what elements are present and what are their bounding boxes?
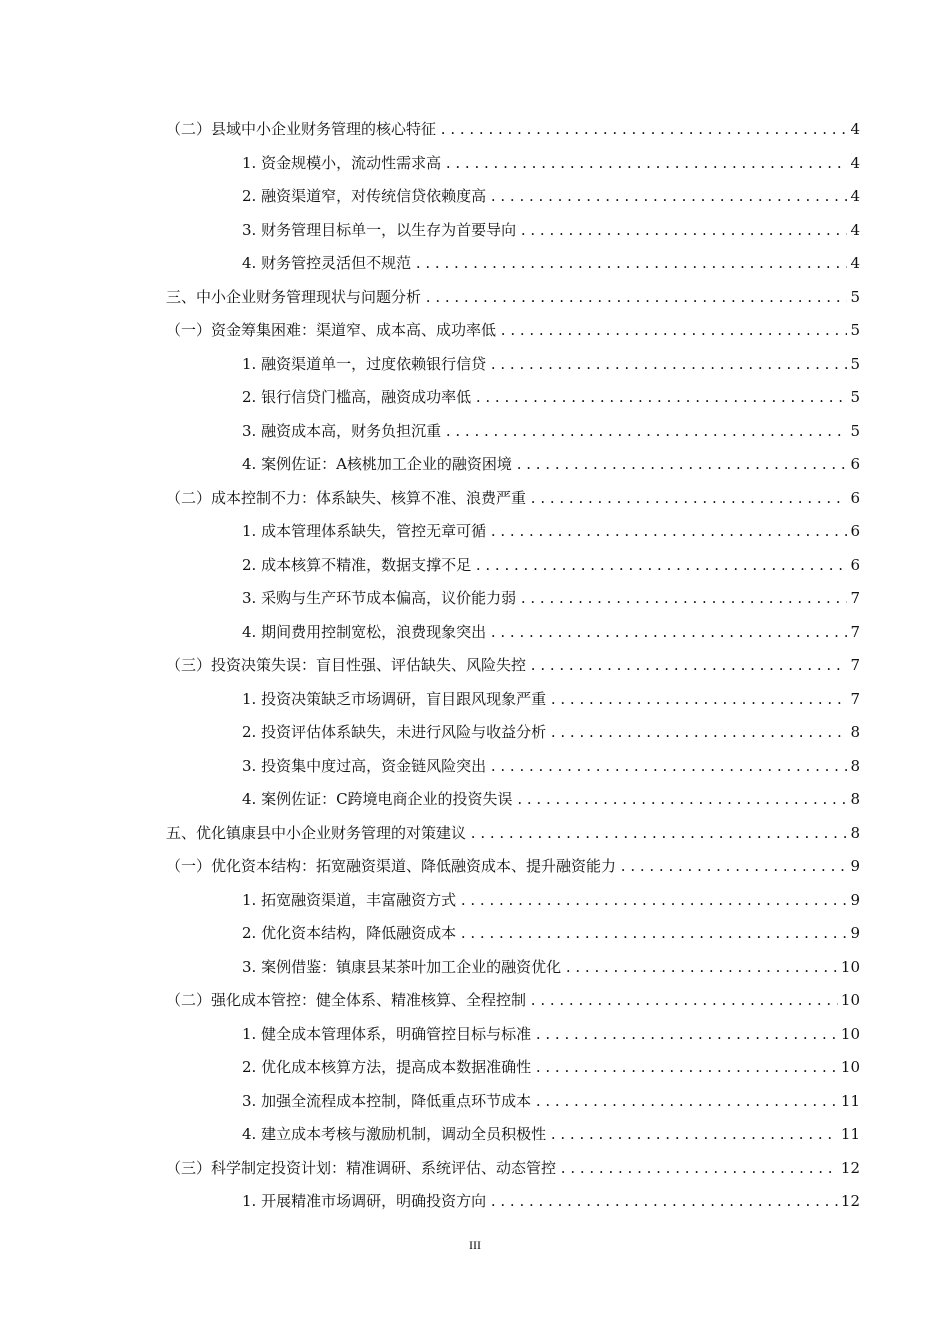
toc-entry-title: 4. 期间费用控制宽松，浪费现象突出 . . .	[242, 616, 860, 650]
toc-entry-title: （一）优化资本结构：拓宽融资渠道、降低融资成本、提升融资能力 . . .	[166, 850, 860, 884]
toc-entry-title: （一）资金筹集困难：渠道窄、成本高、成功率低 . . .	[166, 314, 860, 348]
toc-entry-title: 1. 健全成本管理体系，明确管控目标与标准 . . .	[242, 1018, 860, 1052]
toc-entry-page: 11	[838, 1118, 860, 1152]
toc-entry[interactable]	[242, 1185, 860, 1219]
toc-entry-title: 2. 优化资本结构，降低融资成本 . . .	[242, 917, 860, 951]
toc-entry-page: 7	[847, 582, 860, 616]
toc-entry-title: （三）科学制定投资计划：精准调研、系统评估、动态管控 . . .	[166, 1152, 860, 1186]
toc-entry-title: 2. 优化成本核算方法，提高成本数据准确性 . . .	[242, 1051, 860, 1085]
toc-entry-title: 2. 银行信贷门槛高，融资成功率低 . . .	[242, 381, 860, 415]
toc-entry[interactable]	[242, 214, 860, 248]
toc-entry[interactable]	[166, 482, 860, 516]
toc-entry[interactable]	[242, 381, 860, 415]
toc-entry-title: 3. 财务管理目标单一，以生存为首要导向 . . .	[242, 214, 860, 248]
toc-entry-title: 2. 成本核算不精准，数据支撑不足 . . .	[242, 549, 860, 583]
toc-entry-page: 10	[838, 951, 860, 985]
toc-entry-title: 4. 案例佐证：C跨境电商企业的投资失误 . . .	[242, 783, 860, 817]
toc-entry-page: 8	[847, 783, 860, 817]
toc-entry-page: 7	[847, 683, 860, 717]
toc-entry[interactable]	[242, 750, 860, 784]
toc-entry-title: 1. 成本管理体系缺失，管控无章可循 . . .	[242, 515, 860, 549]
toc-entry-title: 4. 建立成本考核与激励机制，调动全员积极性 . . .	[242, 1118, 860, 1152]
toc-entry-title: （二）强化成本管控：健全体系、精准核算、全程控制 . . .	[166, 984, 860, 1018]
toc-entry-page: 5	[847, 415, 860, 449]
toc-entry-page: 9	[847, 917, 860, 951]
toc-entry-page: 12	[838, 1152, 860, 1186]
page-number-footer: III	[469, 1238, 481, 1252]
toc-entry-page: 9	[847, 850, 860, 884]
toc-entry-page: 4	[847, 214, 860, 248]
toc-entry-page: 6	[847, 448, 860, 482]
toc-entry-page: 4	[847, 247, 860, 281]
toc-entry[interactable]	[242, 1018, 860, 1052]
toc-entry-title: 1. 拓宽融资渠道，丰富融资方式 . . .	[242, 884, 860, 918]
toc-entry[interactable]	[242, 917, 860, 951]
toc-entry-title: 4. 案例佐证：A核桃加工企业的融资困境 . . .	[242, 448, 860, 482]
toc-entry[interactable]	[242, 951, 860, 985]
toc-entry[interactable]	[242, 247, 860, 281]
toc-entry-title: 3. 投资集中度过高，资金链风险突出 . . .	[242, 750, 860, 784]
toc-entry[interactable]	[166, 281, 860, 315]
toc-entry-page: 6	[847, 549, 860, 583]
toc-entry[interactable]	[242, 1051, 860, 1085]
toc-entry[interactable]	[166, 314, 860, 348]
toc-entry-title: 1. 投资决策缺乏市场调研，盲目跟风现象严重 . . .	[242, 683, 860, 717]
toc-entry-title: 五、优化镇康县中小企业财务管理的对策建议 . . .	[166, 817, 860, 851]
toc-entry-page: 7	[847, 616, 860, 650]
toc-entry[interactable]	[242, 415, 860, 449]
toc-entry-page: 4	[847, 113, 860, 147]
toc-entry-page: 10	[838, 1018, 860, 1052]
toc-entry[interactable]	[242, 1085, 860, 1119]
toc-entry-title: 2. 投资评估体系缺失，未进行风险与收益分析 . . .	[242, 716, 860, 750]
toc-entry-page: 8	[847, 716, 860, 750]
toc-entry-title: 3. 采购与生产环节成本偏高，议价能力弱 . . .	[242, 582, 860, 616]
toc-entry[interactable]	[242, 147, 860, 181]
toc-entry[interactable]	[166, 817, 860, 851]
toc-entry-title: 2. 融资渠道窄，对传统信贷依赖度高 . . .	[242, 180, 860, 214]
toc-entry-page: 5	[847, 381, 860, 415]
toc-entry-title: 1. 开展精准市场调研，明确投资方向 . . .	[242, 1185, 860, 1219]
toc-entry[interactable]	[242, 616, 860, 650]
toc-entry[interactable]	[242, 582, 860, 616]
toc-entry-page: 8	[847, 750, 860, 784]
toc-entry-page: 5	[847, 348, 860, 382]
toc-entry[interactable]	[242, 884, 860, 918]
toc-entry-title: 3. 案例借鉴：镇康县某茶叶加工企业的融资优化 . . .	[242, 951, 860, 985]
toc-entry-title: （二）成本控制不力：体系缺失、核算不准、浪费严重 . . .	[166, 482, 860, 516]
toc-entry[interactable]	[166, 649, 860, 683]
toc-entry-title: 1. 资金规模小，流动性需求高 . . .	[242, 147, 860, 181]
toc-entry-page: 4	[847, 147, 860, 181]
toc-entry[interactable]	[166, 113, 860, 147]
toc-entry-page: 6	[847, 515, 860, 549]
toc-entry-page: 5	[847, 314, 860, 348]
toc-entry[interactable]	[242, 716, 860, 750]
toc-entry[interactable]	[242, 448, 860, 482]
toc-entry[interactable]	[242, 683, 860, 717]
toc-entry-title: 4. 财务管控灵活但不规范 . . .	[242, 247, 860, 281]
toc-entry-title: 三、中小企业财务管理现状与问题分析 . . .	[166, 281, 860, 315]
toc-entry-page: 7	[847, 649, 860, 683]
toc-entry[interactable]	[242, 348, 860, 382]
toc-entry[interactable]	[166, 984, 860, 1018]
toc-entry-page: 10	[838, 1051, 860, 1085]
toc-entry-page: 9	[847, 884, 860, 918]
toc-entry[interactable]	[242, 549, 860, 583]
toc-entry[interactable]	[166, 1152, 860, 1186]
toc-entry-title: （二）县域中小企业财务管理的核心特征 . . .	[166, 113, 860, 147]
toc-entry[interactable]	[242, 515, 860, 549]
toc-entry-title: 1. 融资渠道单一，过度依赖银行信贷 . . .	[242, 348, 860, 382]
toc-entry-page: 12	[838, 1185, 860, 1219]
toc-entry-page: 5	[847, 281, 860, 315]
toc-entry-page: 4	[847, 180, 860, 214]
toc-entry[interactable]	[166, 850, 860, 884]
toc-entry[interactable]	[242, 783, 860, 817]
toc-entry-title: 3. 融资成本高，财务负担沉重 . . .	[242, 415, 860, 449]
table-of-contents	[0, 113, 950, 1219]
toc-entry-title: 3. 加强全流程成本控制，降低重点环节成本 . . .	[242, 1085, 860, 1119]
toc-entry[interactable]	[242, 1118, 860, 1152]
toc-entry-page: 10	[838, 984, 860, 1018]
toc-entry-page: 11	[838, 1085, 860, 1119]
toc-entry-title: （三）投资决策失误：盲目性强、评估缺失、风险失控 . . .	[166, 649, 860, 683]
toc-entry[interactable]	[242, 180, 860, 214]
toc-entry-page: 8	[847, 817, 860, 851]
toc-entry-page: 6	[847, 482, 860, 516]
